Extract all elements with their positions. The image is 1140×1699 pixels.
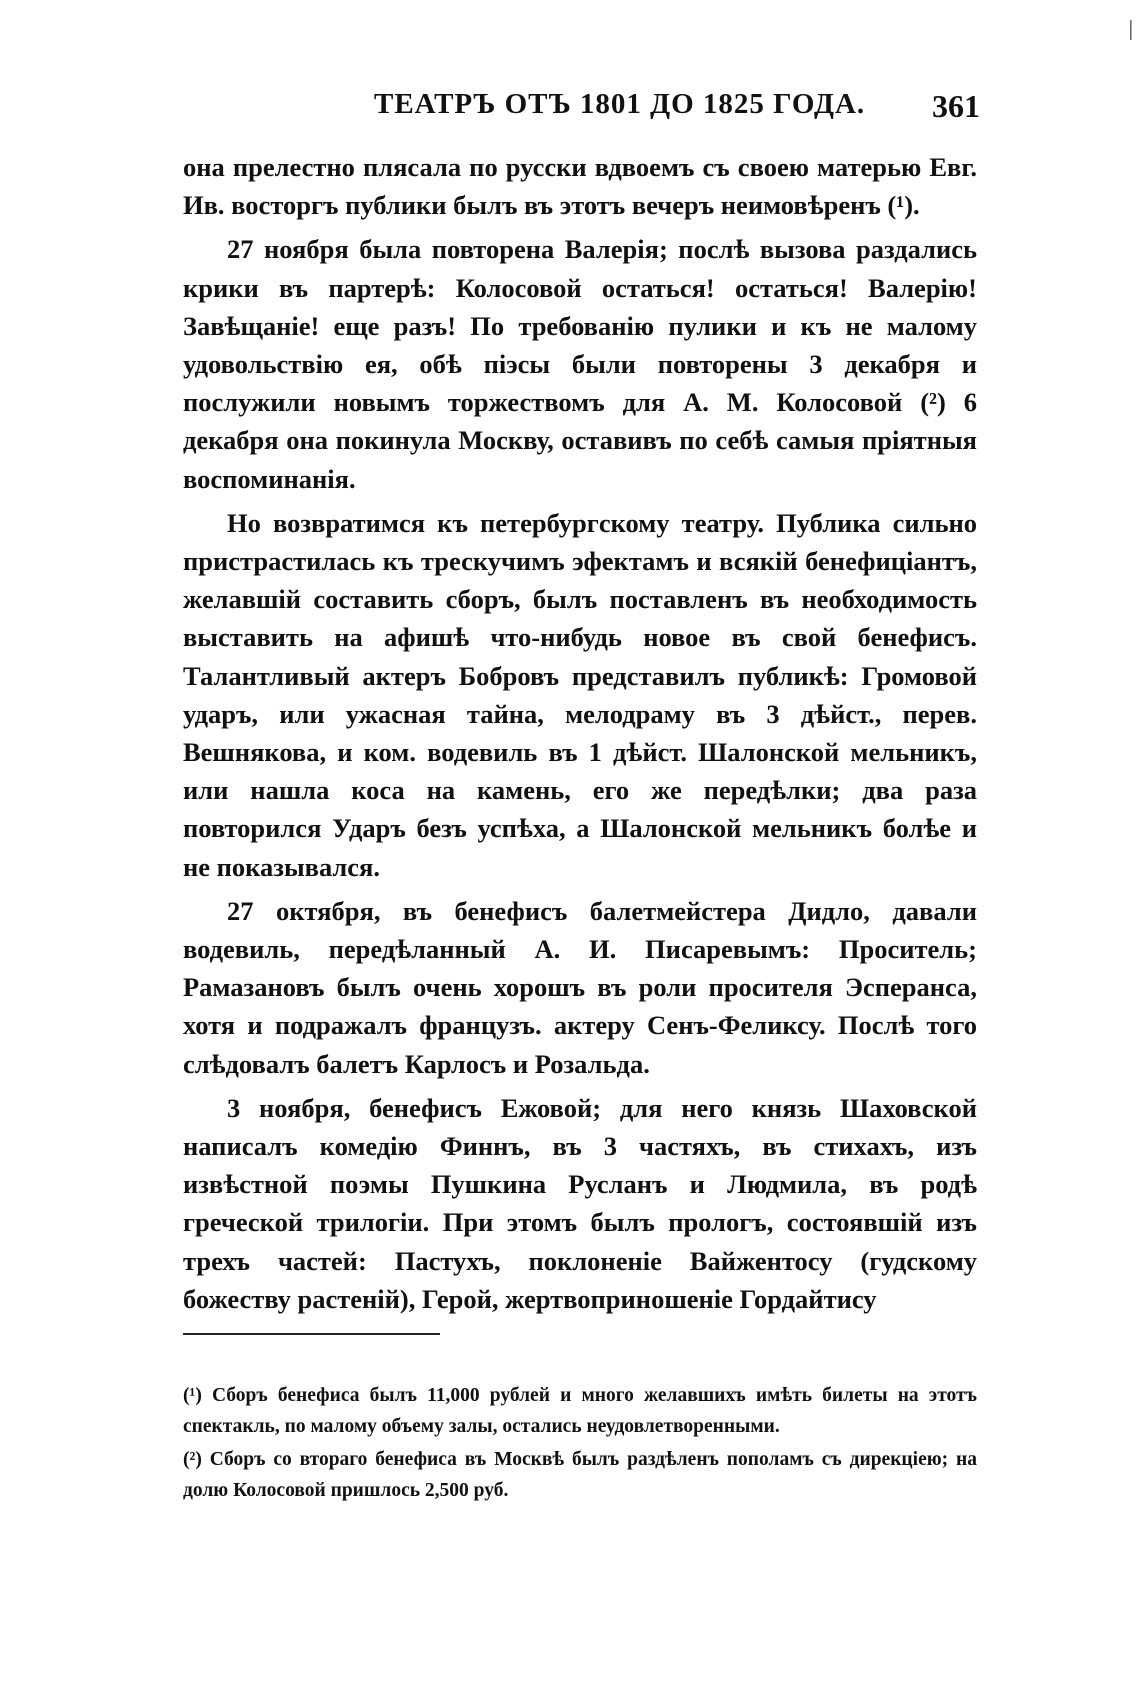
body-text xyxy=(183,148,977,1324)
scan-edge-mark: ǀ xyxy=(1128,16,1134,47)
paragraph: 27 октября, въ бенефисъ балетмейстера Дидло, давали водевиль, передѣланный А. И. Писаревымъ: Проситель; Рамазановъ былъ очень хорошъ въ роли просителя Эсперанса, хотя и подражалъ французъ. актеру Сенъ-Феликсу. Послѣ того слѣдовалъ балетъ Карлосъ и Розальда. xyxy=(183,895,977,1079)
footnote: (¹) Сборъ бенефиса былъ 11,000 рублей и много желавшихъ имѣть билеты на этотъ спектакль, по малому объему залы, остались неудовлетворенными. xyxy=(183,1385,977,1437)
running-head: ТЕАТРЪ ОТЪ 1801 ДО 1825 ГОДА. xyxy=(374,88,866,120)
footnote-divider xyxy=(183,1333,440,1335)
paragraph: 27 ноября была повторена Валерія; послѣ вызова раздались крики въ партерѣ: Колосовой остаться! остаться! Валерію! Завѣщаніе! еще разъ! По требованію пулики и къ не малому удовольствію ея, обѣ піэсы были повторены 3 декабря и послужили новымъ торжествомъ для А. М. Колосовой (²) 6 декабря она покинула Москву, оставивъ по себѣ самыя пріятныя воспоминанія. xyxy=(183,234,977,494)
footnotes xyxy=(183,1380,977,1508)
page-number: 361 xyxy=(932,88,980,124)
footnote: (²) Сборъ со втораго бенефиса въ Москвѣ былъ раздѣленъ пополамъ съ дирекціею; на долю Колосовой пришлось 2,500 руб. xyxy=(183,1449,977,1501)
paragraph: 3 ноября, бенефисъ Ежовой; для него князь Шаховской написалъ комедію Финнъ, въ 3 частяхъ, въ стихахъ, изъ извѣстной поэмы Пушкина Русланъ и Людмила, въ родѣ греческой трилогіи. При этомъ былъ прологъ, состоявшій изъ трехъ частей: Пастухъ, поклоненіе Вайжентосу (гудскому божеству растеній), Герой, жертвоприношеніе Гордайтису xyxy=(183,1092,977,1314)
page-header xyxy=(180,88,980,128)
paragraph: Но возвратимся къ петербургскому театру. Публика сильно пристрастилась къ трескучимъ эфектамъ и всякій бенефиціантъ, желавшій составить сборъ, былъ поставленъ въ необходимость выставить на афишѣ что-нибудь новое въ свой бенефисъ. Талантливый актеръ Бобровъ представилъ публикѣ: Громовой ударъ, или ужасная тайна, мелодраму въ 3 дѣйст., перев. Вешнякова, и ком. водевиль въ 1 дѣйст. Шалонской мельникъ, или нашла коса на камень, его же передѣлки; два раза повторился Ударъ безъ успѣха, а Шалонской мельникъ болѣе и не показывался. xyxy=(183,507,977,882)
paragraph: она прелестно плясала по русски вдвоемъ съ своею матерью Евг. Ив. восторгъ публики былъ въ этотъ вечеръ неимовѣренъ (¹). xyxy=(183,152,977,221)
